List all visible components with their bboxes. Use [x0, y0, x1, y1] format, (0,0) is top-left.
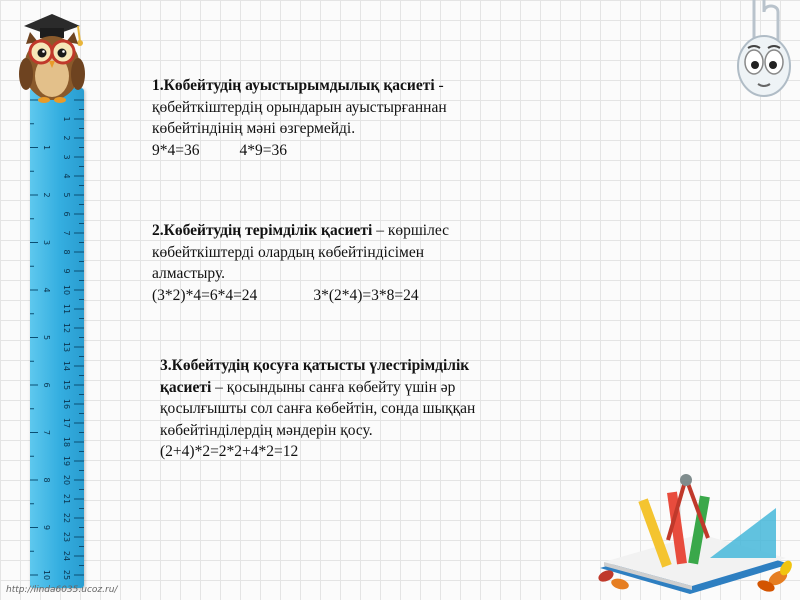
ruler-label-cm: 1 [42, 144, 51, 151]
ruler-label-mm: 7 [62, 230, 71, 236]
ruler-label-mm: 24 [62, 550, 71, 562]
ruler-scale [30, 88, 84, 588]
section-2-text-line-2: көбейткіштерді олардың көбейтіндісімен [152, 243, 424, 261]
section-1-title: 1.Көбейтудің ауыстырымдылық қасиеті [152, 77, 435, 94]
ruler-label-cm: 9 [42, 524, 51, 531]
section-2-text-line-3: алмастыру. [152, 265, 226, 282]
ruler-label-cm: 10 [42, 569, 51, 581]
section-distributive [160, 355, 475, 463]
section-3-text-line-4: көбейтінділердің мәндерін қосу. [160, 421, 373, 439]
ruler-label-mm: 3 [62, 154, 71, 160]
ruler-label-mm: 21 [62, 493, 71, 505]
section-2-title: 2.Көбейтудің терімділік қасиеті [152, 222, 373, 239]
section-3-text-line-3: қосылғышты сол санға көбейтін, сонда шыққан [160, 400, 476, 417]
formula-2a: (3*2)*4=6*4=24 [152, 286, 258, 304]
section-3-text-rest: – қосындыны санға көбейту үшін әр [211, 378, 456, 396]
section-3-title-line-1: 3.Көбейтудің қосуға қатысты үлестірімділік [160, 357, 470, 374]
section-associative [152, 220, 449, 306]
ruler-label-mm: 25 [62, 569, 71, 581]
section-3-title-line-2: қасиеті [160, 378, 212, 396]
ruler-label-mm: 14 [62, 360, 71, 372]
ruler-label-mm: 6 [62, 211, 71, 217]
ruler-label-mm: 12 [62, 322, 71, 334]
ruler-label-mm: 1 [62, 116, 71, 122]
section-2-text-rest: – көршілес [372, 222, 449, 239]
ruler-label-mm: 17 [62, 417, 71, 429]
section-1-line-1 [152, 75, 447, 97]
ruler-label-cm: 8 [42, 477, 51, 483]
section-1-text-line-2: көбейтіндінің мәні өзгермейді. [152, 120, 356, 137]
ruler-label-mm: 19 [62, 455, 71, 467]
ruler-label-mm: 23 [62, 531, 71, 543]
ruler-label-mm: 9 [62, 268, 71, 274]
section-2-formulas [152, 285, 449, 307]
ruler-label-mm: 16 [62, 398, 71, 410]
ruler-label-mm: 4 [62, 173, 71, 179]
formula-1b: 4*9=36 [239, 141, 287, 159]
ruler [30, 88, 84, 588]
ruler-label-mm: 11 [62, 303, 71, 315]
ruler-label-cm: 4 [42, 287, 51, 293]
ruler-label-cm: 7 [42, 429, 51, 436]
section-1-formulas [152, 140, 447, 162]
owl-mascot-icon [10, 6, 92, 106]
ruler-label-mm: 18 [62, 436, 71, 448]
source-url: http://linda6035.ucoz.ru/ [6, 585, 118, 595]
ruler-label-cm: 3 [42, 239, 51, 246]
section-commutative [152, 75, 447, 161]
section-3-line-2 [160, 377, 475, 399]
ruler-label-mm: 10 [62, 284, 71, 296]
ruler-label-mm: 8 [62, 249, 71, 255]
ruler-label-mm: 22 [62, 512, 71, 524]
ruler-label-mm: 13 [62, 341, 71, 353]
ruler-label-cm: 5 [42, 334, 51, 341]
section-1-text-line-1: қөбейткіштердің орындарын ауыстырғаннан [152, 98, 447, 116]
ruler-label-cm: 2 [42, 192, 51, 198]
formula-1a: 9*4=36 [152, 141, 200, 159]
school-supplies-icon [590, 468, 796, 594]
ruler-label-mm: 20 [62, 474, 71, 486]
ruler-label-mm: 2 [62, 135, 71, 141]
formula-2b: 3*(2*4)=3*8=24 [313, 286, 419, 304]
ruler-label-mm: 15 [62, 379, 71, 391]
section-1-dash: - [434, 77, 444, 94]
paperclip-character-icon [724, 0, 800, 110]
formula-3: (2+4)*2=2*2+4*2=12 [160, 443, 299, 460]
ruler-label-cm: 6 [42, 382, 51, 388]
section-2-line-1 [152, 220, 449, 242]
ruler-label-mm: 5 [62, 192, 71, 198]
